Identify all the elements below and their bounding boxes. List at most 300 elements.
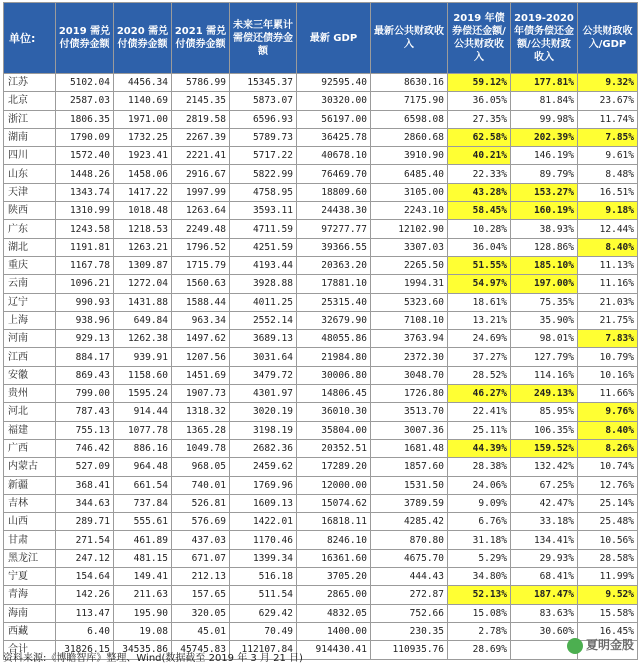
- table-cell: 12.76%: [578, 476, 638, 494]
- table-cell: 2372.30: [371, 348, 448, 366]
- table-cell: 799.00: [56, 385, 114, 403]
- province-name: 河北: [4, 403, 56, 421]
- table-cell: 85.95%: [511, 403, 578, 421]
- table-cell: 9.52%: [578, 586, 638, 604]
- table-cell: 3689.13: [230, 330, 297, 348]
- table-cell: 1994.31: [371, 275, 448, 293]
- table-cell: 230.35: [371, 622, 448, 640]
- table-cell: 1857.60: [371, 458, 448, 476]
- table-cell: 649.84: [114, 311, 172, 329]
- table-cell: 8.40%: [578, 421, 638, 439]
- table-cell: 89.79%: [511, 165, 578, 183]
- table-cell: 185.10%: [511, 256, 578, 274]
- table-cell: 54.97%: [448, 275, 511, 293]
- table-cell: 113.47: [56, 604, 114, 622]
- table-cell: 52.13%: [448, 586, 511, 604]
- table-cell: 1263.64: [172, 202, 230, 220]
- table-cell: 157.65: [172, 586, 230, 604]
- table-cell: 511.54: [230, 586, 297, 604]
- province-name: 天津: [4, 183, 56, 201]
- table-cell: 25.48%: [578, 513, 638, 531]
- table-cell: 1049.78: [172, 439, 230, 457]
- province-name: 重庆: [4, 256, 56, 274]
- table-cell: 2265.50: [371, 256, 448, 274]
- table-cell: 1923.41: [114, 147, 172, 165]
- table-cell: 9.61%: [578, 147, 638, 165]
- table-cell: 629.42: [230, 604, 297, 622]
- province-name: 宁夏: [4, 568, 56, 586]
- table-cell: 1170.46: [230, 531, 297, 549]
- table-cell: 149.41: [114, 568, 172, 586]
- table-cell: 1796.52: [172, 238, 230, 256]
- table-cell: 212.13: [172, 568, 230, 586]
- table-cell: 1595.24: [114, 385, 172, 403]
- table-cell: 159.52%: [511, 439, 578, 457]
- province-name: 贵州: [4, 385, 56, 403]
- column-header: 公共财政收入/GDP: [578, 3, 638, 74]
- table-cell: 160.19%: [511, 202, 578, 220]
- province-name: 湖南: [4, 128, 56, 146]
- table-cell: 869.43: [56, 366, 114, 384]
- column-header: 未来三年累计需偿还债券金额: [230, 3, 297, 74]
- table-cell: 5822.99: [230, 165, 297, 183]
- column-header: 2019-2020 年债务偿还金额/公共财政收入: [511, 3, 578, 74]
- table-cell: 6.76%: [448, 513, 511, 531]
- table-cell: 481.15: [114, 549, 172, 567]
- table-cell: 884.17: [56, 348, 114, 366]
- table-row: [4, 348, 638, 366]
- table-cell: 2249.48: [172, 220, 230, 238]
- table-row: [4, 476, 638, 494]
- table-cell: 28.38%: [448, 458, 511, 476]
- table-cell: 202.39%: [511, 128, 578, 146]
- table-cell: 7.83%: [578, 330, 638, 348]
- province-name: 合计: [4, 641, 56, 659]
- table-cell: 990.93: [56, 293, 114, 311]
- province-name: 西藏: [4, 622, 56, 640]
- table-cell: 8630.16: [371, 74, 448, 92]
- table-row: [4, 549, 638, 567]
- table-row: [4, 165, 638, 183]
- province-name: 甘肃: [4, 531, 56, 549]
- table-cell: 187.47%: [511, 586, 578, 604]
- table-cell: 46.27%: [448, 385, 511, 403]
- table-cell: 1018.48: [114, 202, 172, 220]
- table-cell: 211.63: [114, 586, 172, 604]
- table-row: [4, 92, 638, 110]
- table-cell: 2916.67: [172, 165, 230, 183]
- table-cell: 1158.60: [114, 366, 172, 384]
- table-cell: 11.13%: [578, 256, 638, 274]
- table-cell: 42.47%: [511, 494, 578, 512]
- table-cell: 344.63: [56, 494, 114, 512]
- header-row: [4, 3, 638, 74]
- table-cell: 1318.32: [172, 403, 230, 421]
- table-cell: 21984.80: [297, 348, 371, 366]
- table-cell: 1400.00: [297, 622, 371, 640]
- table-row: [4, 403, 638, 421]
- table-cell: 1309.87: [114, 256, 172, 274]
- table-cell: 195.90: [114, 604, 172, 622]
- table-cell: 48055.86: [297, 330, 371, 348]
- province-name: 海南: [4, 604, 56, 622]
- table-cell: 33.18%: [511, 513, 578, 531]
- table-cell: 3307.03: [371, 238, 448, 256]
- table-cell: 7108.10: [371, 311, 448, 329]
- table-cell: 18.61%: [448, 293, 511, 311]
- table-cell: 1399.34: [230, 549, 297, 567]
- table-row: [4, 74, 638, 92]
- table-cell: 1681.48: [371, 439, 448, 457]
- table-cell: 197.00%: [511, 275, 578, 293]
- table-cell: 2819.58: [172, 110, 230, 128]
- table-row: [4, 147, 638, 165]
- table-cell: 35.90%: [511, 311, 578, 329]
- table-cell: 45745.83: [172, 641, 230, 659]
- province-name: 四川: [4, 147, 56, 165]
- province-name: 内蒙古: [4, 458, 56, 476]
- table-row: [4, 622, 638, 640]
- table-cell: 112107.84: [230, 641, 297, 659]
- table-cell: 1588.44: [172, 293, 230, 311]
- table-cell: 30006.80: [297, 366, 371, 384]
- table-cell: 1218.53: [114, 220, 172, 238]
- table-cell: 12000.00: [297, 476, 371, 494]
- table-cell: 1732.25: [114, 128, 172, 146]
- table-cell: 3479.72: [230, 366, 297, 384]
- column-header: 2019 年债券偿还金额/公共财政收入: [448, 3, 511, 74]
- table-cell: 1907.73: [172, 385, 230, 403]
- column-header: 2019 需兑付债券金额: [56, 3, 114, 74]
- table-cell: 3007.36: [371, 421, 448, 439]
- table-cell: 1422.01: [230, 513, 297, 531]
- table-cell: 461.89: [114, 531, 172, 549]
- province-name: 江西: [4, 348, 56, 366]
- table-cell: 44.39%: [448, 439, 511, 457]
- province-name: 湖北: [4, 238, 56, 256]
- table-cell: 671.07: [172, 549, 230, 567]
- table-cell: 15.08%: [448, 604, 511, 622]
- table-cell: 938.96: [56, 311, 114, 329]
- table-cell: 29.93%: [511, 549, 578, 567]
- table-row: [4, 385, 638, 403]
- table-cell: 271.54: [56, 531, 114, 549]
- table-cell: 6596.93: [230, 110, 297, 128]
- table-cell: 6598.08: [371, 110, 448, 128]
- table-cell: 16.45%: [578, 622, 638, 640]
- table-cell: 6.40: [56, 622, 114, 640]
- table-cell: 36425.78: [297, 128, 371, 146]
- table-cell: 15.58%: [578, 604, 638, 622]
- table-cell: 31.18%: [448, 531, 511, 549]
- table-row: [4, 330, 638, 348]
- table-cell: 17289.20: [297, 458, 371, 476]
- table-cell: 4711.59: [230, 220, 297, 238]
- table-cell: 12.44%: [578, 220, 638, 238]
- table-cell: 1572.40: [56, 147, 114, 165]
- province-name: 辽宁: [4, 293, 56, 311]
- header-unit: 单位:: [4, 3, 56, 74]
- table-cell: 247.12: [56, 549, 114, 567]
- table-cell: 1243.58: [56, 220, 114, 238]
- table-cell: 3910.90: [371, 147, 448, 165]
- table-cell: 2865.00: [297, 586, 371, 604]
- table-cell: 249.13%: [511, 385, 578, 403]
- table-cell: 45.01: [172, 622, 230, 640]
- table-row: [4, 568, 638, 586]
- table-cell: 2459.62: [230, 458, 297, 476]
- table-cell: 9.76%: [578, 403, 638, 421]
- table-row: [4, 494, 638, 512]
- table-cell: 320.05: [172, 604, 230, 622]
- table-cell: 2243.10: [371, 202, 448, 220]
- table-cell: 4456.34: [114, 74, 172, 92]
- table-cell: 11.99%: [578, 568, 638, 586]
- table-cell: 5102.04: [56, 74, 114, 92]
- table-cell: 746.42: [56, 439, 114, 457]
- table-cell: 5786.99: [172, 74, 230, 92]
- table-cell: 289.71: [56, 513, 114, 531]
- table-cell: 132.42%: [511, 458, 578, 476]
- table-cell: 9.18%: [578, 202, 638, 220]
- table-cell: 3105.00: [371, 183, 448, 201]
- table-cell: 58.45%: [448, 202, 511, 220]
- table-cell: 10.74%: [578, 458, 638, 476]
- table-cell: 22.41%: [448, 403, 511, 421]
- table-cell: 527.09: [56, 458, 114, 476]
- table-cell: 16361.60: [297, 549, 371, 567]
- table-row: [4, 586, 638, 604]
- table-cell: 22.33%: [448, 165, 511, 183]
- table-cell: 15345.37: [230, 74, 297, 92]
- table-cell: 1806.35: [56, 110, 114, 128]
- table-cell: 21.75%: [578, 311, 638, 329]
- table-cell: 1448.26: [56, 165, 114, 183]
- column-header: 2020 需兑付债券金额: [114, 3, 172, 74]
- table-cell: 1790.09: [56, 128, 114, 146]
- table-cell: 1417.22: [114, 183, 172, 201]
- table-cell: 787.43: [56, 403, 114, 421]
- table-cell: 3198.19: [230, 421, 297, 439]
- table-cell: 661.54: [114, 476, 172, 494]
- table-cell: 36.04%: [448, 238, 511, 256]
- table-cell: 21.03%: [578, 293, 638, 311]
- table-cell: 1096.21: [56, 275, 114, 293]
- table-cell: 5789.73: [230, 128, 297, 146]
- table-cell: 4832.05: [297, 604, 371, 622]
- table-cell: 2.78%: [448, 622, 511, 640]
- table-cell: 1971.00: [114, 110, 172, 128]
- table-cell: 3928.88: [230, 275, 297, 293]
- watermark-text: 夏明金股: [585, 638, 634, 652]
- table-cell: 40.21%: [448, 147, 511, 165]
- table-cell: 8.48%: [578, 165, 638, 183]
- column-header: 最新 GDP: [297, 3, 371, 74]
- table-cell: 9.32%: [578, 74, 638, 92]
- table-row: [4, 275, 638, 293]
- table-cell: 914.44: [114, 403, 172, 421]
- table-cell: 516.18: [230, 568, 297, 586]
- table-cell: 146.19%: [511, 147, 578, 165]
- table-cell: 1458.06: [114, 165, 172, 183]
- table-cell: 2267.39: [172, 128, 230, 146]
- table-body: [4, 74, 638, 660]
- table-row: [4, 439, 638, 457]
- table-row: [4, 458, 638, 476]
- table-cell: 576.69: [172, 513, 230, 531]
- province-name: 浙江: [4, 110, 56, 128]
- table-row: [4, 238, 638, 256]
- table-cell: 59.12%: [448, 74, 511, 92]
- table-cell: 8.40%: [578, 238, 638, 256]
- table-row: [4, 128, 638, 146]
- table-cell: 3020.19: [230, 403, 297, 421]
- table-cell: 15074.62: [297, 494, 371, 512]
- table-cell: 1365.28: [172, 421, 230, 439]
- table-cell: 755.13: [56, 421, 114, 439]
- table-cell: 1609.13: [230, 494, 297, 512]
- province-name: 陕西: [4, 202, 56, 220]
- table-cell: 9.09%: [448, 494, 511, 512]
- table-cell: 4285.42: [371, 513, 448, 531]
- table-cell: 99.98%: [511, 110, 578, 128]
- table-cell: 3763.94: [371, 330, 448, 348]
- table-cell: 12102.90: [371, 220, 448, 238]
- table-cell: 51.55%: [448, 256, 511, 274]
- table-cell: 1497.62: [172, 330, 230, 348]
- table-cell: 5323.60: [371, 293, 448, 311]
- table-cell: 1560.63: [172, 275, 230, 293]
- province-name: 广东: [4, 220, 56, 238]
- source-note: 资料来源:《博瞻智库》整理、Wind(数据截至 2019 年 3 月 21 日): [3, 653, 303, 664]
- table-cell: 14806.45: [297, 385, 371, 403]
- table-cell: 5873.07: [230, 92, 297, 110]
- table-cell: 11.74%: [578, 110, 638, 128]
- table-cell: 92595.40: [297, 74, 371, 92]
- debt-table-container: [3, 2, 637, 660]
- table-cell: 4011.25: [230, 293, 297, 311]
- province-name: 江苏: [4, 74, 56, 92]
- table-cell: 24.69%: [448, 330, 511, 348]
- table-cell: 24.06%: [448, 476, 511, 494]
- table-row: [4, 183, 638, 201]
- table-cell: 134.41%: [511, 531, 578, 549]
- table-cell: 106.35%: [511, 421, 578, 439]
- table-cell: 437.03: [172, 531, 230, 549]
- table-cell: 1167.78: [56, 256, 114, 274]
- table-cell: 10.79%: [578, 348, 638, 366]
- table-cell: 4675.70: [371, 549, 448, 567]
- table-cell: 31826.15: [56, 641, 114, 659]
- table-cell: 870.80: [371, 531, 448, 549]
- table-cell: 28.69%: [448, 641, 511, 659]
- table-cell: 13.21%: [448, 311, 511, 329]
- table-cell: 4251.59: [230, 238, 297, 256]
- table-cell: 68.41%: [511, 568, 578, 586]
- table-cell: 4193.44: [230, 256, 297, 274]
- table-cell: 128.86%: [511, 238, 578, 256]
- table-cell: 153.27%: [511, 183, 578, 201]
- province-name: 安徽: [4, 366, 56, 384]
- table-cell: 11.66%: [578, 385, 638, 403]
- table-cell: 2552.14: [230, 311, 297, 329]
- table-cell: 1451.69: [172, 366, 230, 384]
- table-cell: 1191.81: [56, 238, 114, 256]
- table-cell: 4301.97: [230, 385, 297, 403]
- table-cell: 177.81%: [511, 74, 578, 92]
- table-cell: 5717.22: [230, 147, 297, 165]
- table-cell: 963.34: [172, 311, 230, 329]
- table-row: [4, 256, 638, 274]
- table-cell: 555.61: [114, 513, 172, 531]
- table-cell: 1769.96: [230, 476, 297, 494]
- table-cell: 6485.40: [371, 165, 448, 183]
- table-cell: 740.01: [172, 476, 230, 494]
- table-cell: 30320.00: [297, 92, 371, 110]
- table-row: [4, 366, 638, 384]
- province-name: 吉林: [4, 494, 56, 512]
- table-cell: 17881.10: [297, 275, 371, 293]
- wechat-logo-icon: [567, 638, 583, 654]
- table-cell: 10.16%: [578, 366, 638, 384]
- province-name: 上海: [4, 311, 56, 329]
- table-cell: 35804.00: [297, 421, 371, 439]
- debt-repayment-table: [3, 2, 638, 660]
- table-cell: 2860.68: [371, 128, 448, 146]
- watermark: [567, 636, 634, 654]
- table-cell: 25.11%: [448, 421, 511, 439]
- province-name: 山东: [4, 165, 56, 183]
- table-cell: 39366.55: [297, 238, 371, 256]
- table-cell: 1263.21: [114, 238, 172, 256]
- table-cell: 8246.10: [297, 531, 371, 549]
- table-cell: 368.41: [56, 476, 114, 494]
- table-row: [4, 311, 638, 329]
- table-cell: 737.84: [114, 494, 172, 512]
- table-cell: 56197.00: [297, 110, 371, 128]
- table-cell: 76469.70: [297, 165, 371, 183]
- table-cell: 1077.78: [114, 421, 172, 439]
- table-cell: 28.58%: [578, 549, 638, 567]
- table-cell: 1272.04: [114, 275, 172, 293]
- table-cell: 5.29%: [448, 549, 511, 567]
- table-cell: 25.14%: [578, 494, 638, 512]
- table-cell: 886.16: [114, 439, 172, 457]
- table-row: [4, 293, 638, 311]
- table-cell: 24438.30: [297, 202, 371, 220]
- table-cell: 964.48: [114, 458, 172, 476]
- table-cell: 1140.69: [114, 92, 172, 110]
- table-cell: 114.16%: [511, 366, 578, 384]
- table-row: [4, 604, 638, 622]
- province-name: 新疆: [4, 476, 56, 494]
- table-cell: 16818.11: [297, 513, 371, 531]
- table-cell: 7.85%: [578, 128, 638, 146]
- table-row: [4, 220, 638, 238]
- table-cell: 19.08: [114, 622, 172, 640]
- table-cell: 10.56%: [578, 531, 638, 549]
- table-cell: 142.26: [56, 586, 114, 604]
- table-cell: 3031.64: [230, 348, 297, 366]
- table-header: [4, 3, 638, 74]
- table-cell: 2221.41: [172, 147, 230, 165]
- table-cell: 1715.79: [172, 256, 230, 274]
- table-cell: 4758.95: [230, 183, 297, 201]
- table-cell: 28.52%: [448, 366, 511, 384]
- table-cell: 34.80%: [448, 568, 511, 586]
- table-cell: 30.60%: [511, 622, 578, 640]
- table-cell: 27.35%: [448, 110, 511, 128]
